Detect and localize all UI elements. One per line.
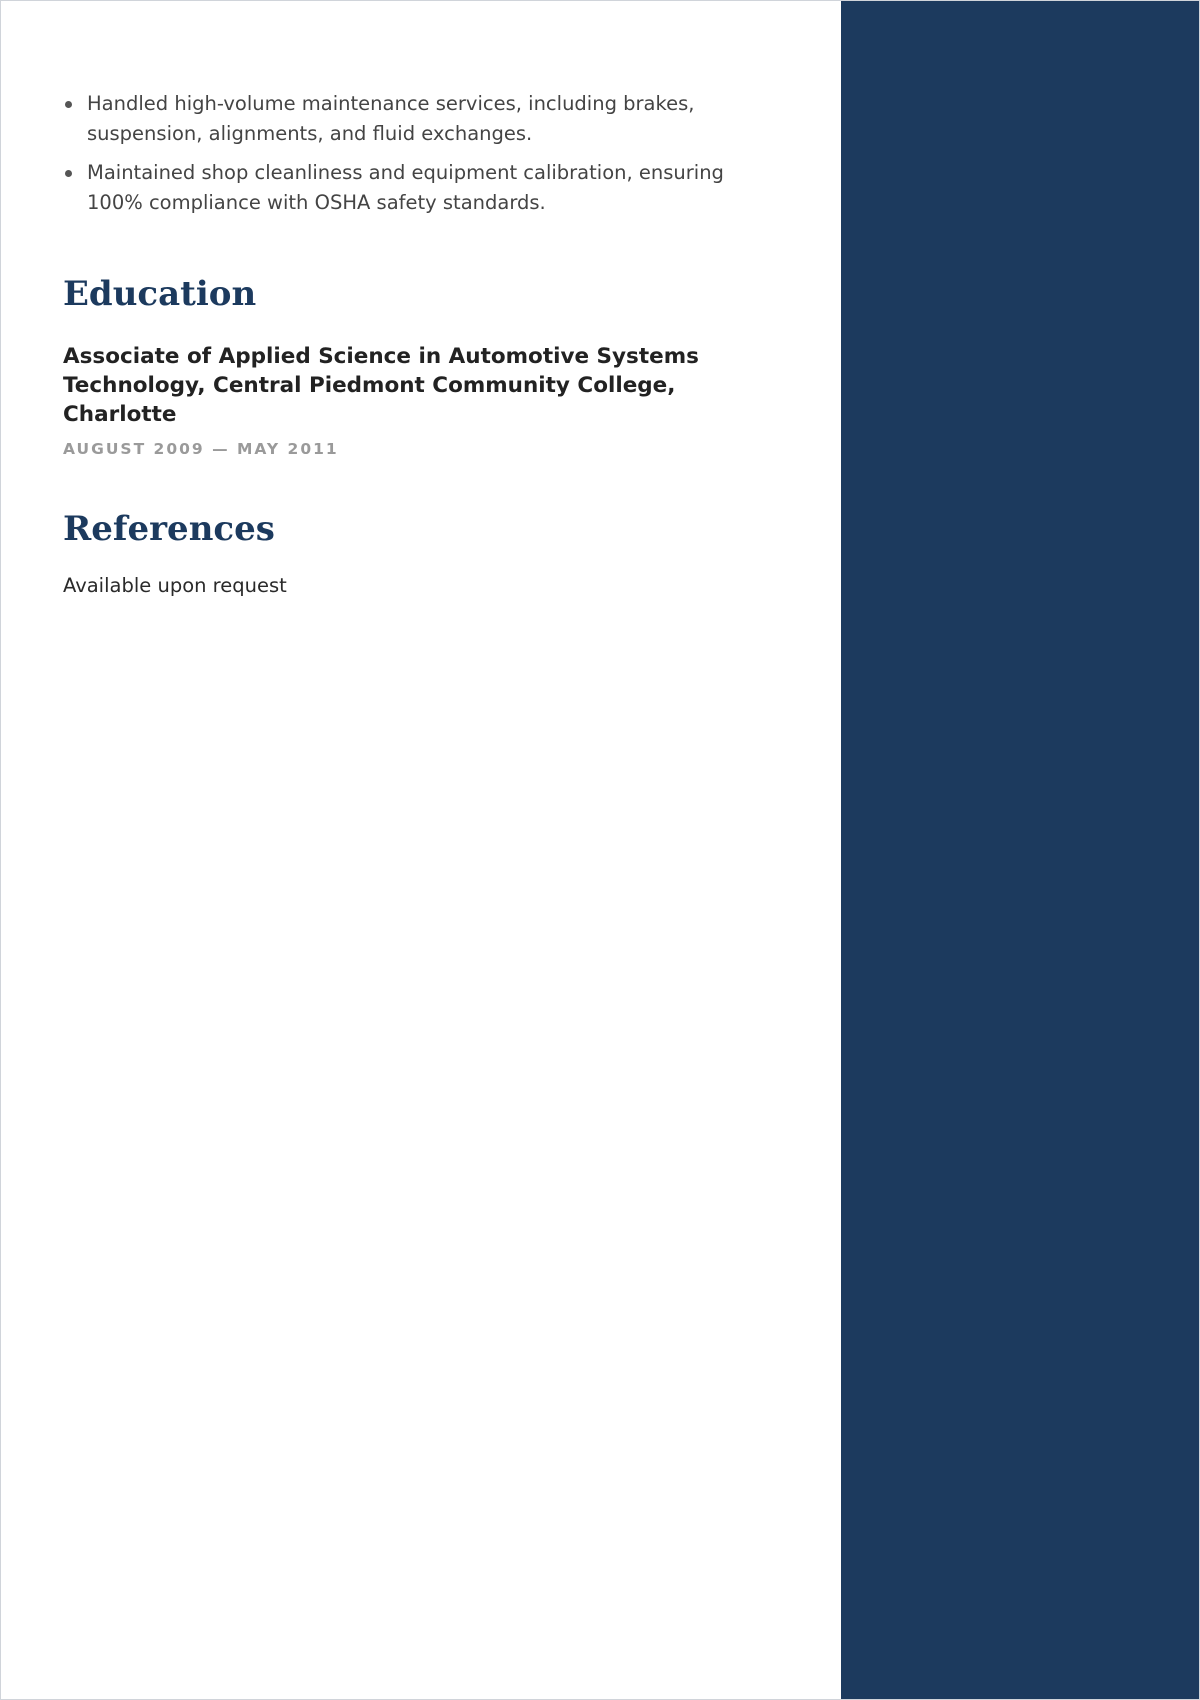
experience-bullet — [63, 89, 779, 149]
bullet-dot-icon — [65, 170, 72, 177]
sidebar-panel — [841, 1, 1200, 1700]
main-column — [1, 1, 841, 1700]
education-dates: AUGUST 2009 — MAY 2011 — [63, 440, 339, 458]
education-degree: Associate of Applied Science in Automotive Systems Technology, Central Piedmont Community College, Charlotte — [63, 344, 699, 427]
references-text: Available upon request — [63, 574, 287, 597]
experience-bullet-text: Handled high-volume maintenance services, including brakes, suspension, alignments, and fluid exchanges. — [87, 92, 695, 145]
references-heading: References — [63, 509, 275, 549]
bullet-dot-icon — [65, 101, 72, 108]
experience-bullet — [63, 158, 779, 218]
experience-bullet-list — [63, 89, 779, 218]
education-heading: Education — [63, 274, 257, 314]
experience-bullet-text: Maintained shop cleanliness and equipment calibration, ensuring 100% compliance with OSHA safety standards. — [87, 161, 724, 214]
